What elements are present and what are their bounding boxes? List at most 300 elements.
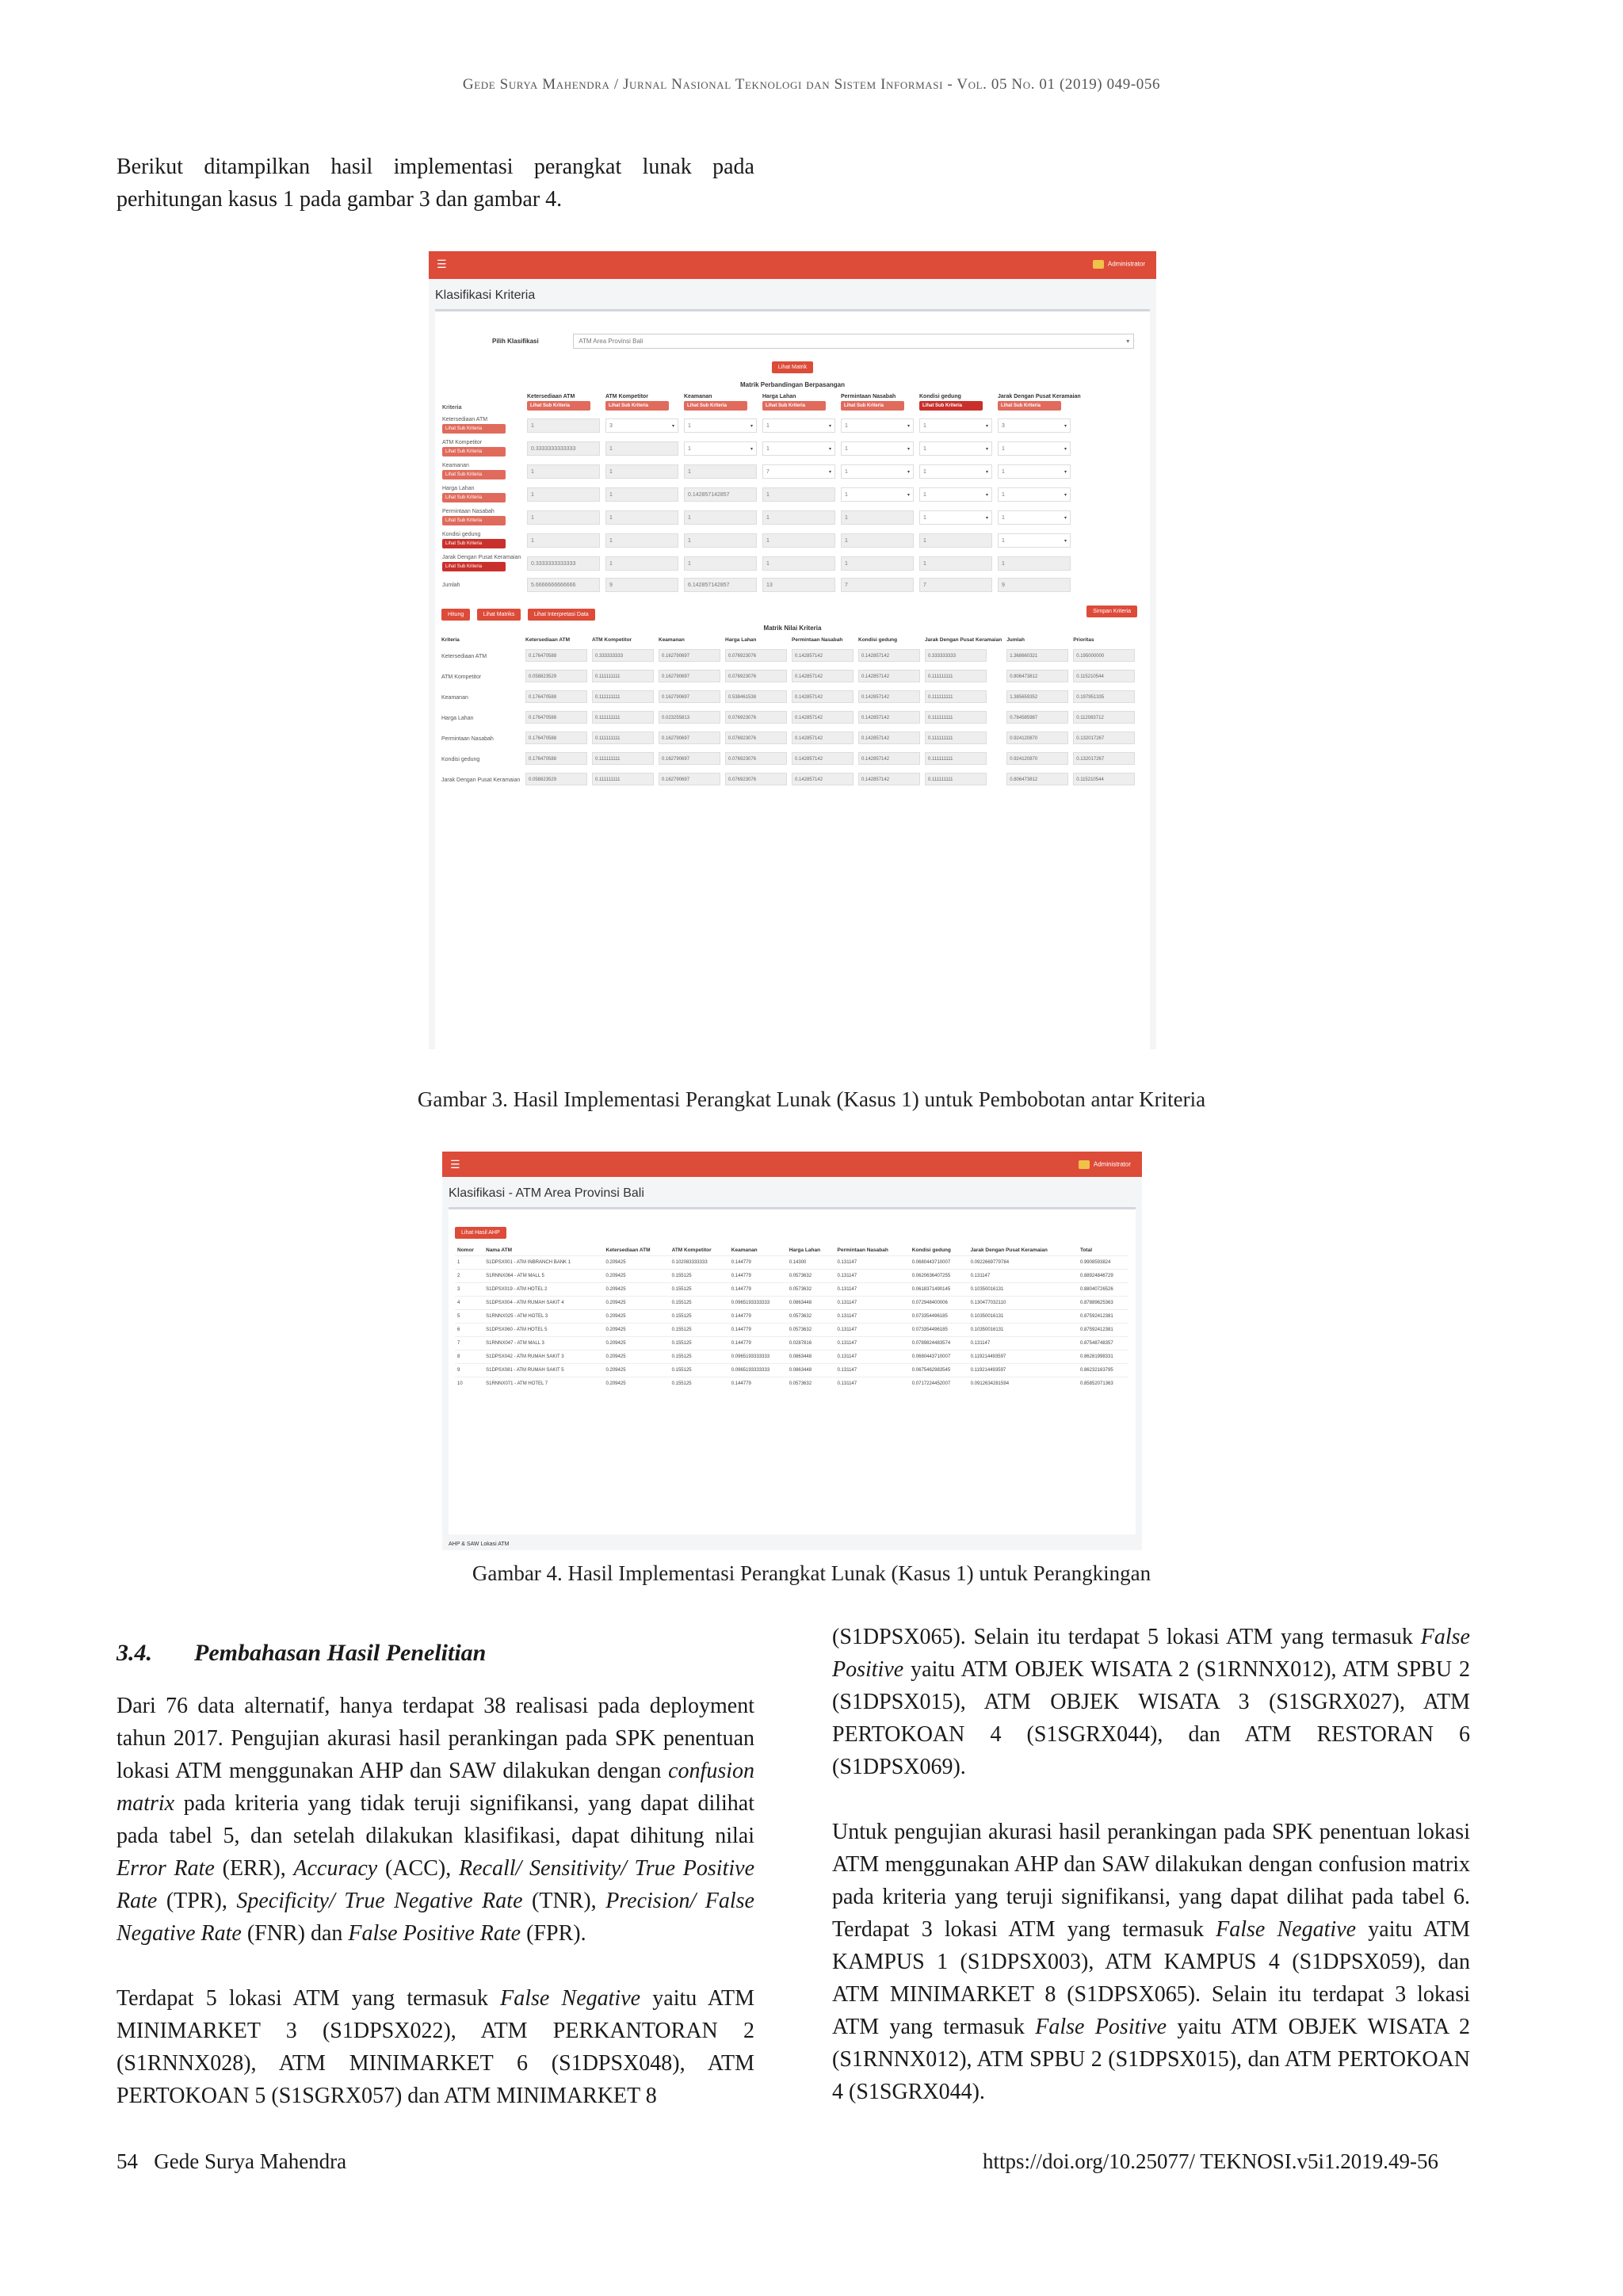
nilai-value: 0.111111111 [592, 773, 654, 785]
table-cell: 0.144779 [729, 1310, 787, 1324]
table-cell: 0.155125 [670, 1297, 729, 1310]
nilai-cell [724, 669, 788, 685]
chevron-down-icon: ▾ [1064, 492, 1067, 498]
column-label: Permintaan Nasabah [841, 394, 896, 399]
select-label: Pilih Klasifikasi [492, 337, 539, 345]
matrix-title: Matrik Perbandingan Berpasangan [739, 381, 846, 388]
lihat-sub-kriteria-button[interactable]: Lihat Sub Kriteria [442, 424, 506, 434]
nilai-value: 0.162790697 [659, 649, 720, 662]
matrix-cell [918, 508, 993, 526]
comparison-select[interactable]: 7 ▾ [762, 464, 835, 479]
comparison-select[interactable]: 1 ▾ [762, 441, 835, 456]
lihat-matriks-button[interactable]: Lihat Matriks [477, 609, 521, 621]
table-cell: 0.209425 [604, 1310, 670, 1324]
nilai-cell [591, 648, 655, 664]
table-row [455, 1310, 1128, 1324]
table-cell: 0.0922669779784 [968, 1256, 1078, 1270]
nilai-cell [1006, 731, 1069, 747]
nilai-value: 0.076923076 [725, 732, 787, 744]
matrix-row-label [441, 531, 522, 549]
nilai-cell [724, 772, 788, 788]
table-cell: S1RNNX025 - ATM HOTEL 3 [483, 1310, 603, 1324]
comparison-select[interactable]: 1 ▾ [841, 418, 914, 433]
nilai-value: 0.142857142 [858, 773, 920, 785]
matrix-cell [683, 439, 758, 457]
left-column [116, 1637, 754, 2145]
rank-column-header: Total [1079, 1247, 1093, 1253]
table-cell: 0.14300 [787, 1256, 835, 1270]
nilai-value: 0.142857142 [792, 649, 854, 662]
table-cell: S1RNNX071 - ATM HOTEL 7 [483, 1377, 603, 1391]
nilai-value: 0.111111111 [592, 690, 654, 703]
nilai-value: 0.142857142 [858, 752, 920, 765]
matrix-row-label [441, 554, 522, 572]
chevron-down-icon: ▾ [1064, 538, 1067, 544]
comparison-select[interactable]: 1 ▾ [684, 418, 757, 433]
nilai-row-label: ATM Kompetitor [441, 674, 482, 680]
comparison-select[interactable]: 1 ▾ [998, 441, 1071, 456]
action-buttons [435, 598, 1150, 625]
row-label-text: Keamanan [442, 463, 469, 468]
left-paragraph-1: Dari 76 data alternatif, hanya terdapat 38 realisasi pada deployment tahun 2017. Pengujian akurasi hasil perankingan pada SPK penentuan lokasi ATM menggunakan AHP dan SAW dilakukan dengan confusion matrix pada kriteria yang tidak teruji signifikansi, yang dapat dilihat pada tabel 5, dan setelah dilakukan klasifikasi, dapat dihitung nilai Error Rate (ERR), Accuracy (ACC), Recall/ Sensitivity/ True Positive Rate (TPR), Specificity/ True Negative Rate (TNR), Precision/ False Negative Rate (FNR) dan False Positive Rate (FPR). [116, 1694, 754, 1946]
comparison-select[interactable]: 1 ▾ [919, 487, 992, 502]
admin-menu[interactable] [1093, 260, 1145, 269]
running-head: Gede Surya Mahendra / Jurnal Nasional Teknologi dan Sistem Informasi - Vol. 05 No. 01 (2019) 049-056 [462, 76, 1161, 93]
nilai-cell [525, 648, 588, 664]
matrix-cell [997, 416, 1082, 434]
comparison-value: 1 [605, 464, 678, 479]
table-cell: 0.131147 [835, 1337, 910, 1350]
matrix-cell [918, 416, 993, 434]
comparison-value: 1 [527, 510, 600, 525]
table-cell: S1DPSX042 - ATM RUMAH SAKIT 3 [483, 1350, 603, 1364]
lihat-sub-kriteria-button[interactable]: Lihat Sub Kriteria [684, 401, 747, 411]
nilai-value: 0.115210544 [1073, 670, 1135, 682]
table-cell: 0.131147 [835, 1310, 910, 1324]
chevron-down-icon: ▾ [907, 492, 910, 498]
jumlah-row [441, 577, 1082, 593]
menu-icon[interactable]: ☰ [450, 1158, 460, 1171]
admin-menu[interactable] [1079, 1160, 1131, 1169]
table-cell: 0.209425 [604, 1377, 670, 1391]
table-cell: 0.144779 [729, 1270, 787, 1283]
lihat-sub-kriteria-button[interactable]: Lihat Sub Kriteria [442, 493, 506, 502]
nilai-row-label: Jarak Dengan Pusat Keramaian [441, 777, 521, 783]
nilai-cell [924, 751, 1002, 767]
nilai-value: 0.142857142 [792, 690, 854, 703]
nilai-cell [791, 772, 854, 788]
matrix-cell [526, 531, 601, 549]
comparison-value: 1 [527, 418, 600, 433]
nilai-value: 0.111111111 [592, 711, 654, 724]
nilai-cell [791, 751, 854, 767]
matrix-cell [605, 439, 679, 457]
table-cell: S1DPSX004 - ATM RUMAH SAKIT 4 [483, 1297, 603, 1310]
table-row [455, 1377, 1128, 1391]
table-cell: S1DPSX001 - ATM INBRANCH BANK 1 [483, 1256, 603, 1270]
lihat-interpretasi-button[interactable]: Lihat Interpretasi Data [528, 609, 595, 621]
lihat-sub-kriteria-button[interactable]: Lihat Sub Kriteria [442, 562, 506, 571]
matrix-cell [683, 485, 758, 503]
column-label: Harga Lahan [762, 394, 796, 399]
lihat-sub-kriteria-button[interactable]: Lihat Sub Kriteria [841, 401, 904, 411]
table-row [455, 1337, 1128, 1350]
nilai-cell [857, 772, 921, 788]
section-number: 3.4. [116, 1640, 152, 1666]
table-cell: S1DPSX060 - ATM HOTEL 5 [483, 1324, 603, 1337]
table-row [455, 1350, 1128, 1364]
nilai-row-label: Harga Lahan [441, 715, 474, 721]
matrix-row [441, 439, 1082, 457]
column-label: ATM Kompetitor [605, 394, 648, 399]
table-cell: 0.209425 [604, 1337, 670, 1350]
nilai-value: 0.924120870 [1006, 752, 1068, 765]
comparison-select[interactable]: 1 ▾ [919, 418, 992, 433]
nilai-value: 0.058823529 [525, 773, 587, 785]
nilai-cell [591, 731, 655, 747]
comparison-select[interactable]: 1 ▾ [998, 533, 1071, 548]
figure-3-caption: Gambar 3. Hasil Implementasi Perangkat Lunak (Kasus 1) untuk Pembobotan antar Kriteria [417, 1087, 1206, 1111]
chevron-down-icon: ▾ [985, 446, 988, 452]
nilai-column-header: Harga Lahan [725, 637, 757, 643]
nilai-value: 0.076923076 [725, 752, 787, 765]
comparison-value: 1 [605, 556, 678, 571]
table-cell: 0.155125 [670, 1350, 729, 1364]
chevron-down-icon: ▾ [671, 423, 674, 429]
nilai-cell [924, 710, 1002, 726]
nilai-cell [525, 690, 588, 705]
table-cell: S1DPSX019 - ATM HOTEL 2 [483, 1283, 603, 1297]
comparison-select[interactable]: 1 ▾ [841, 487, 914, 502]
comparison-value: 1 [762, 533, 835, 548]
table-cell: 0.131147 [835, 1297, 910, 1310]
nilai-cell [924, 772, 1002, 788]
matrix-cell [683, 462, 758, 480]
table-cell: 4 [455, 1297, 483, 1310]
matrix-row [441, 462, 1082, 480]
comparison-select[interactable]: 1 ▾ [684, 441, 757, 456]
comparison-select[interactable]: 1 ▾ [998, 510, 1071, 525]
table-cell: 0.10350016131 [968, 1324, 1078, 1337]
right-paragraph-2: Untuk pengujian akurasi hasil perankingan pada SPK penentuan lokasi ATM menggunakan AHP dan SAW dilakukan dengan confusion matrix pada kriteria yang teruji signifikansi, yang dapat dilihat pada tabel 6. Terdapat 3 lokasi ATM yang termasuk False Negative yaitu ATM KAMPUS 1 (S1DPSX003), ATM KAMPUS 4 (S1DPSX059), dan ATM MINIMARKET 8 (S1DPSX065). Selain itu terdapat 3 lokasi ATM yang termasuk False Positive yaitu ATM OBJEK WISATA 2 (S1RNNX012), ATM SPBU 2 (S1DPSX015), dan ATM PERTOKOAN 4 (S1SGRX044). [832, 1820, 1471, 2104]
matrix-column-header [762, 393, 836, 411]
table-cell: 0.87548748357 [1078, 1337, 1128, 1350]
nilai-value: 0.333333333 [592, 649, 654, 662]
nilai-value: 0.111111111 [592, 752, 654, 765]
matrix-cell [997, 531, 1082, 549]
comparison-select[interactable]: 1 ▾ [841, 464, 914, 479]
table-cell: 0.0620636407255 [910, 1270, 968, 1283]
menu-icon[interactable]: ☰ [437, 258, 447, 270]
table-cell: 0.0789824483574 [910, 1337, 968, 1350]
lihat-sub-kriteria-button[interactable]: Lihat Sub Kriteria [442, 516, 506, 525]
nilai-value: 0.058823529 [525, 670, 587, 682]
matrix-row-label [441, 462, 522, 480]
nilai-value: 0.784585987 [1006, 711, 1068, 724]
matrix-cell [840, 416, 915, 434]
lihat-sub-kriteria-button[interactable]: Lihat Sub Kriteria [527, 401, 590, 411]
matrix-cell [840, 531, 915, 549]
matrix-cell [762, 531, 836, 549]
table-cell: 0.0680443710007 [910, 1350, 968, 1364]
comparison-select[interactable]: 1 ▾ [762, 418, 835, 433]
rank-column-header: Keamanan [731, 1247, 758, 1253]
chevron-down-icon: ▾ [985, 492, 988, 498]
nilai-cell [658, 648, 721, 664]
matrix-cell [997, 508, 1082, 526]
comparison-value: 1 [762, 556, 835, 571]
nilai-value: 0.176470588 [525, 649, 587, 662]
comparison-select[interactable]: 3 ▾ [605, 418, 678, 433]
matrix-cell [605, 554, 679, 572]
column-label: Ketersediaan ATM [527, 394, 575, 399]
nilai-column-header: Kriteria [441, 637, 460, 643]
nilai-cell [1072, 751, 1136, 767]
jumlah-value: 9 [605, 578, 678, 592]
table-cell: S1RNNX047 - ATM MALL 3 [483, 1337, 603, 1350]
klasifikasi-select-row [435, 311, 1150, 349]
lihat-sub-kriteria-button[interactable]: Lihat Sub Kriteria [605, 401, 669, 411]
chevron-down-icon: ▾ [750, 446, 753, 452]
nilai-value: 0.924120870 [1006, 732, 1068, 744]
lihat-matrik-button[interactable]: Lihat Matrik [772, 361, 813, 373]
hitung-button[interactable]: Hitung [441, 609, 470, 621]
table-cell: 0.072948400006 [910, 1297, 968, 1310]
comparison-select[interactable]: 1 ▾ [919, 441, 992, 456]
matrix-cell [918, 554, 993, 572]
nilai-value: 0.142857142 [792, 711, 854, 724]
matrix-cell [526, 554, 601, 572]
nilai-value: 0.142857142 [858, 649, 920, 662]
table-cell: 0.131147 [835, 1364, 910, 1377]
comparison-value: 1 [605, 510, 678, 525]
lihat-sub-kriteria-button[interactable]: Lihat Sub Kriteria [762, 401, 826, 411]
nilai-cell [1072, 731, 1136, 747]
nilai-cell [857, 648, 921, 664]
matrix-cell [918, 462, 993, 480]
table-cell: 9 [455, 1364, 483, 1377]
table-cell: 0.073354496185 [910, 1324, 968, 1337]
nilai-value: 0.806473812 [1006, 670, 1068, 682]
table-cell: 0.209425 [604, 1297, 670, 1310]
table-cell: 0.0863448 [787, 1350, 835, 1364]
nilai-value: 1.385659352 [1006, 690, 1068, 703]
matrix-column-header [918, 393, 993, 411]
nilai-cell [724, 751, 788, 767]
pairwise-matrix [437, 388, 1086, 598]
nilai-value: 0.111111111 [925, 690, 987, 703]
column-label: Keamanan [684, 394, 712, 399]
nilai-row [441, 710, 1136, 726]
nilai-value: 0.076923076 [725, 711, 787, 724]
nilai-kriteria-table [437, 632, 1139, 793]
ahp-button-row [449, 1209, 1136, 1239]
matrix-cell [918, 439, 993, 457]
jumlah-cell [605, 577, 679, 593]
nilai-row-label: Keamanan [441, 694, 468, 701]
nilai-value: 0.111111111 [925, 711, 987, 724]
section-title: Pembahasan Hasil Penelitian [194, 1640, 487, 1666]
table-cell: 0.102083333333 [670, 1256, 729, 1270]
nilai-cell [1072, 690, 1136, 705]
nilai-value: 0.132017267 [1073, 732, 1135, 744]
lihat-hasil-ahp-button[interactable]: Lihat Hasil AHP [455, 1227, 506, 1239]
avatar [1079, 1160, 1090, 1169]
table-cell: 0.155125 [670, 1270, 729, 1283]
table-cell: 0.155125 [670, 1324, 729, 1337]
matrix-cell [605, 485, 679, 503]
jumlah-cell [683, 577, 758, 593]
nilai-cell [857, 710, 921, 726]
jumlah-cell [762, 577, 836, 593]
table-cell: 0.209425 [604, 1324, 670, 1337]
rank-column-header: Ketersediaan ATM [605, 1247, 651, 1253]
app-topbar [442, 1152, 1142, 1177]
nilai-value: 0.142857142 [858, 690, 920, 703]
matrix-cell [762, 508, 836, 526]
nilai-value: 0.333333333 [925, 649, 987, 662]
table-cell: 0.131147 [835, 1377, 910, 1391]
page-title: Klasifikasi - ATM Area Provinsi Bali [449, 1186, 644, 1200]
nilai-cell [591, 751, 655, 767]
nilai-cell [857, 731, 921, 747]
nilai-value: 0.142857142 [792, 752, 854, 765]
jumlah-cell [997, 577, 1082, 593]
lihat-sub-kriteria-button[interactable]: Lihat Sub Kriteria [442, 447, 506, 457]
comparison-select[interactable]: 1 ▾ [919, 510, 992, 525]
lihat-sub-kriteria-button[interactable]: Lihat Sub Kriteria [442, 470, 506, 479]
matrix-row-label [441, 508, 522, 526]
table-cell: 0.209425 [604, 1270, 670, 1283]
nilai-cell [791, 669, 854, 685]
table-row [455, 1270, 1128, 1283]
lihat-sub-kriteria-button[interactable]: Lihat Sub Kriteria [919, 401, 983, 411]
matrix-cell [997, 462, 1082, 480]
comparison-select[interactable]: 1 ▾ [841, 441, 914, 456]
nilai-value: 0.162790697 [659, 752, 720, 765]
rank-column-header: ATM Kompetitor [671, 1247, 712, 1253]
nilai-cell [591, 772, 655, 788]
nilai-value: 0.115210544 [1073, 773, 1135, 785]
table-cell: 0.209425 [604, 1350, 670, 1364]
comparison-select[interactable]: 1 ▾ [998, 487, 1071, 502]
table-cell: 0.155125 [670, 1337, 729, 1350]
matrix-cell [840, 508, 915, 526]
chevron-down-icon: ▾ [750, 423, 753, 429]
nilai-cell [724, 648, 788, 664]
nilai-cell [857, 669, 921, 685]
nilai-value: 0.111111111 [925, 670, 987, 682]
table-cell: 0.0680443710007 [910, 1256, 968, 1270]
comparison-value: 0.142857142857 [684, 487, 757, 502]
table-cell: 0.155125 [670, 1364, 729, 1377]
matrix-cell [526, 462, 601, 480]
table-cell: 0.87889625363 [1078, 1297, 1128, 1310]
kriteria-header: Kriteria [442, 405, 462, 411]
table-cell: 0.144779 [729, 1283, 787, 1297]
table-cell: 7 [455, 1337, 483, 1350]
nilai-row [441, 751, 1136, 767]
nilai-value: 0.176470588 [525, 732, 587, 744]
table-cell: 0.0965193333333 [729, 1364, 787, 1377]
jumlah-label: Jumlah [442, 582, 460, 588]
rank-column-header: Harga Lahan [789, 1247, 821, 1253]
table-cell: 0.209425 [604, 1256, 670, 1270]
nilai-column-header: Jarak Dengan Pusat Keramaian [925, 637, 1002, 643]
left-paragraph-2: Terdapat 5 lokasi ATM yang termasuk False Negative yaitu ATM MINIMARKET 3 (S1DPSX022), ATM PERKANTORAN 2 (S1RNNX028), ATM MINIMARKET 6 (S1DPSX048), ATM PERTOKOAN 5 (S1SGRX057) dan ATM MINIMARKET 8 [116, 1986, 755, 2108]
row-label-text: Harga Lahan [442, 486, 475, 491]
nilai-value: 0.076923076 [725, 670, 787, 682]
lihat-sub-kriteria-button[interactable]: Lihat Sub Kriteria [442, 539, 506, 548]
figure-4-caption: Gambar 4. Hasil Implementasi Perangkat Lunak (Kasus 1) untuk Perangkingan [472, 1561, 1151, 1585]
matrix-row [441, 508, 1082, 526]
table-cell: 0.10350016131 [968, 1283, 1078, 1297]
nilai-value: 0.176470588 [525, 690, 587, 703]
nilai-value: 0.538461538 [725, 690, 787, 703]
table-cell: 0.119214493597 [968, 1364, 1078, 1377]
lihat-sub-kriteria-button[interactable]: Lihat Sub Kriteria [998, 401, 1061, 411]
comparison-select[interactable]: 1 ▾ [919, 464, 992, 479]
nilai-column-header: Keamanan [659, 637, 685, 643]
table-cell: 0.88924846729 [1078, 1270, 1128, 1283]
matrix-cell [918, 485, 993, 503]
nilai-column-header: Ketersediaan ATM [525, 637, 570, 643]
figure-3-screenshot [429, 251, 1156, 1049]
table-cell: 0.88040726526 [1078, 1283, 1128, 1297]
nilai-cell [1006, 772, 1069, 788]
matrix-cell [762, 439, 836, 457]
table-cell: S1RNNX064 - ATM MALL 5 [483, 1270, 603, 1283]
comparison-value: 1 [684, 533, 757, 548]
row-label-text: Permintaan Nasabah [442, 509, 495, 514]
comparison-value: 1 [684, 556, 757, 571]
select-value: ATM Area Provinsi Bali [579, 338, 643, 345]
comparison-value: 1 [841, 556, 914, 571]
matrix-cell [762, 554, 836, 572]
nilai-cell [658, 710, 721, 726]
table-cell: 0.0573632 [787, 1270, 835, 1283]
footer-note: AHP & SAW Lokasi ATM [449, 1541, 510, 1547]
comparison-select[interactable]: 3 ▾ [998, 418, 1071, 433]
nilai-value: 0.162790697 [659, 670, 720, 682]
nilai-cell [658, 690, 721, 705]
nilai-value: 0.023255813 [659, 711, 720, 724]
comparison-value: 0.3333333333333 [527, 441, 600, 456]
klasifikasi-select[interactable] [573, 334, 1134, 349]
simpan-kriteria-button[interactable]: Simpan Kriteria [1086, 606, 1137, 617]
table-cell: 0.87592412381 [1078, 1324, 1128, 1337]
table-cell: 0.155125 [670, 1283, 729, 1297]
table-cell: 0.131147 [835, 1324, 910, 1337]
matrix-cell [918, 531, 993, 549]
nilai-cell [525, 731, 588, 747]
nilai-value: 0.176470588 [525, 752, 587, 765]
nilai-value: 0.111111111 [925, 732, 987, 744]
table-cell: 0.0965193333333 [729, 1350, 787, 1364]
table-cell: 0.10350016131 [968, 1310, 1078, 1324]
matrix-row [441, 485, 1082, 503]
nilai-cell [924, 669, 1002, 685]
comparison-select[interactable]: 1 ▾ [998, 464, 1071, 479]
comparison-value: 1 [841, 510, 914, 525]
nilai-value: 0.076923076 [725, 649, 787, 662]
nilai-value: 1.368660321 [1006, 649, 1068, 662]
table-cell: 0.209425 [604, 1283, 670, 1297]
nilai-row [441, 690, 1136, 705]
nilai-cell [724, 690, 788, 705]
table-cell: 0.0912634281594 [968, 1377, 1078, 1391]
comparison-value: 1 [527, 487, 600, 502]
